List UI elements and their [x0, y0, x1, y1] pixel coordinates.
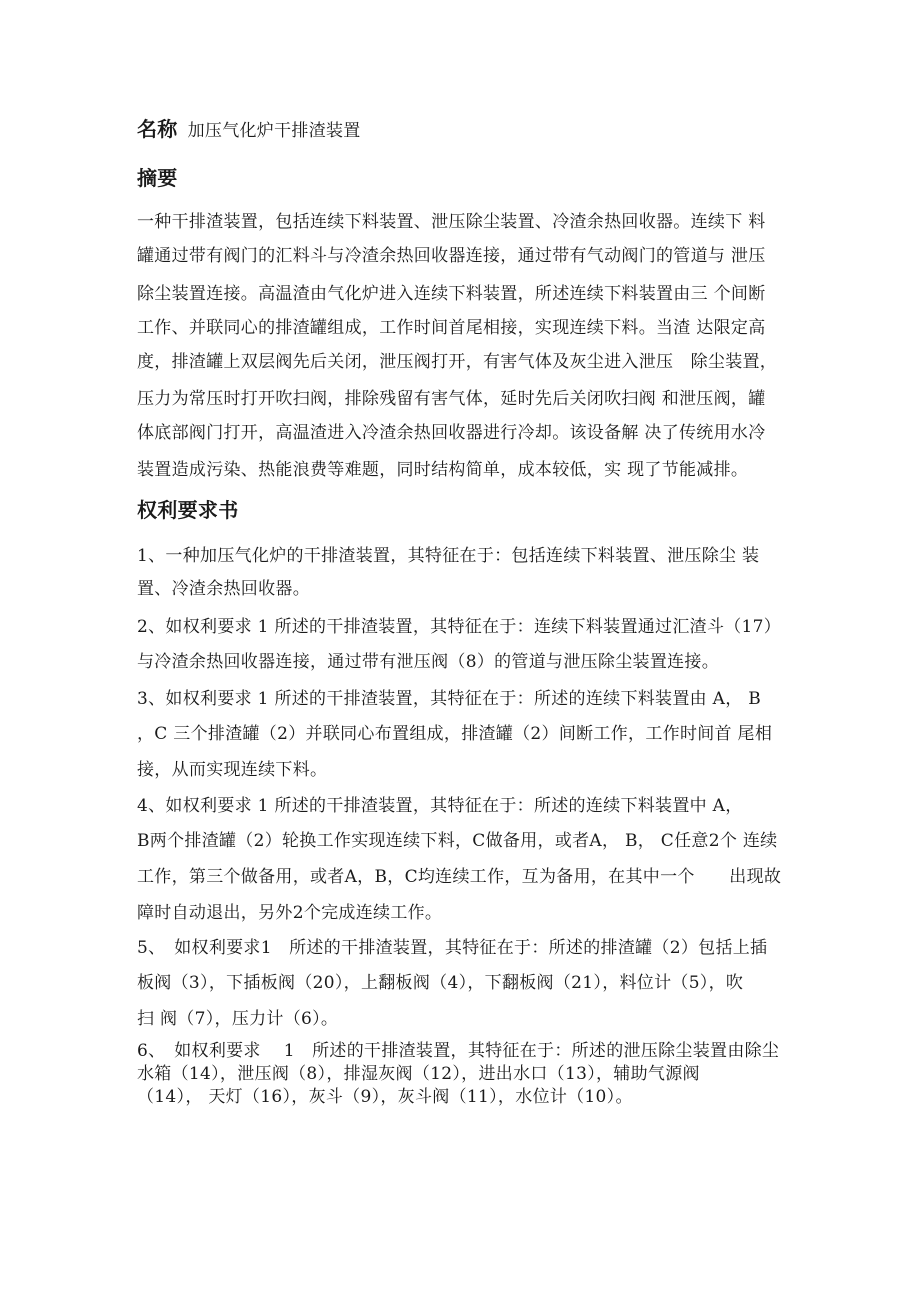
claim-line: 2、如权利要求 1 所述的干排渣装置，其特征在于：连续下料装置通过汇渣斗（17） — [137, 617, 782, 637]
abstract-line: 工作、并联同心的排渣罐组成，工作时间首尾相接，实现连续下料。当渣 达限定高 — [137, 318, 766, 338]
claim-line: ，C 三个排渣罐（2）并联同心布置组成，排渣罐（2）间断工作，工作时间首 尾相 — [137, 724, 773, 744]
abstract-line: 度，排渣罐上双层阀先后关闭，泄压阀打开，有害气体及灰尘进入泄压 除尘装置， — [137, 352, 778, 372]
abstract-heading: 摘要 — [137, 166, 178, 190]
abstract-line: 一种干排渣装置，包括连续下料装置、泄压除尘装置、冷渣余热回收器。连续下 料 — [137, 212, 766, 232]
title-line — [137, 119, 361, 141]
claim-line: 板阀（3），下插板阀（20），上翻板阀（4），下翻板阀（21），料位计（5），吹 — [137, 973, 744, 993]
claim-line: 与冷渣余热回收器连接，通过带有泄压阀（8）的管道与泄压除尘装置连接。 — [137, 652, 720, 672]
title-label: 名称 — [137, 117, 178, 141]
claim-line: 工作，第三个做备用，或者A，B，C均连续工作，互为备用，在其中一个 出现故 — [137, 867, 782, 887]
claim-line: B两个排渣罐（2）轮换工作实现连续下料，C做备用，或者A， B， C任意2个 连续 — [137, 831, 778, 851]
abstract-line: 装置造成污染、热能浪费等难题，同时结构简单，成本较低，实 现了节能减排。 — [137, 460, 749, 480]
abstract-line: 除尘装置连接。高温渣由气化炉进入连续下料装置，所述连续下料装置由三 个间断 — [137, 284, 766, 304]
claim-line: 水箱（14），泄压阀（8），排湿灰阀（12），进出水口（13），辅助气源阀 — [137, 1064, 700, 1084]
claims-heading: 权利要求书 — [137, 498, 239, 522]
abstract-line: 体底部阀门打开，高温渣进入冷渣余热回收器进行冷却。该设备解 决了传统用水冷 — [137, 423, 766, 443]
claim-line: 1、一种加压气化炉的干排渣装置，其特征在于：包括连续下料装置、泄压除尘 装 — [137, 546, 760, 566]
claim-line: 3、如权利要求 1 所述的干排渣装置，其特征在于：所述的连续下料装置由 A， B — [137, 689, 762, 709]
claim-line: 接，从而实现连续下料。 — [137, 760, 328, 780]
claim-line: 障时自动退出，另外2个完成连续工作。 — [137, 903, 443, 923]
title-value: 加压气化炉干排渣装置 — [187, 121, 361, 141]
claim-line: 6、 如权利要求 1 所述的干排渣装置，其特征在于：所述的泄压除尘装置由除尘 — [137, 1041, 780, 1061]
claim-line: 4、如权利要求 1 所述的干排渣装置，其特征在于：所述的连续下料装置中 A， — [137, 796, 743, 816]
claim-line: 扫 阀（7），压力计（6）。 — [137, 1009, 339, 1029]
claim-line: （14）， 天灯（16），灰斗（9），灰斗阀（11），水位计（10）。 — [137, 1087, 633, 1107]
claim-line: 5、 如权利要求1 所述的干排渣装置，其特征在于：所述的排渣罐（2）包括上插 — [137, 938, 768, 958]
abstract-line: 压力为常压时打开吹扫阀，排除残留有害气体，延时先后关闭吹扫阀 和泄压阀，罐 — [137, 389, 766, 409]
claim-line: 置、冷渣余热回收器。 — [137, 579, 310, 599]
abstract-line: 罐通过带有阀门的汇料斗与冷渣余热回收器连接，通过带有气动阀门的管道与 泄压 — [137, 246, 766, 266]
